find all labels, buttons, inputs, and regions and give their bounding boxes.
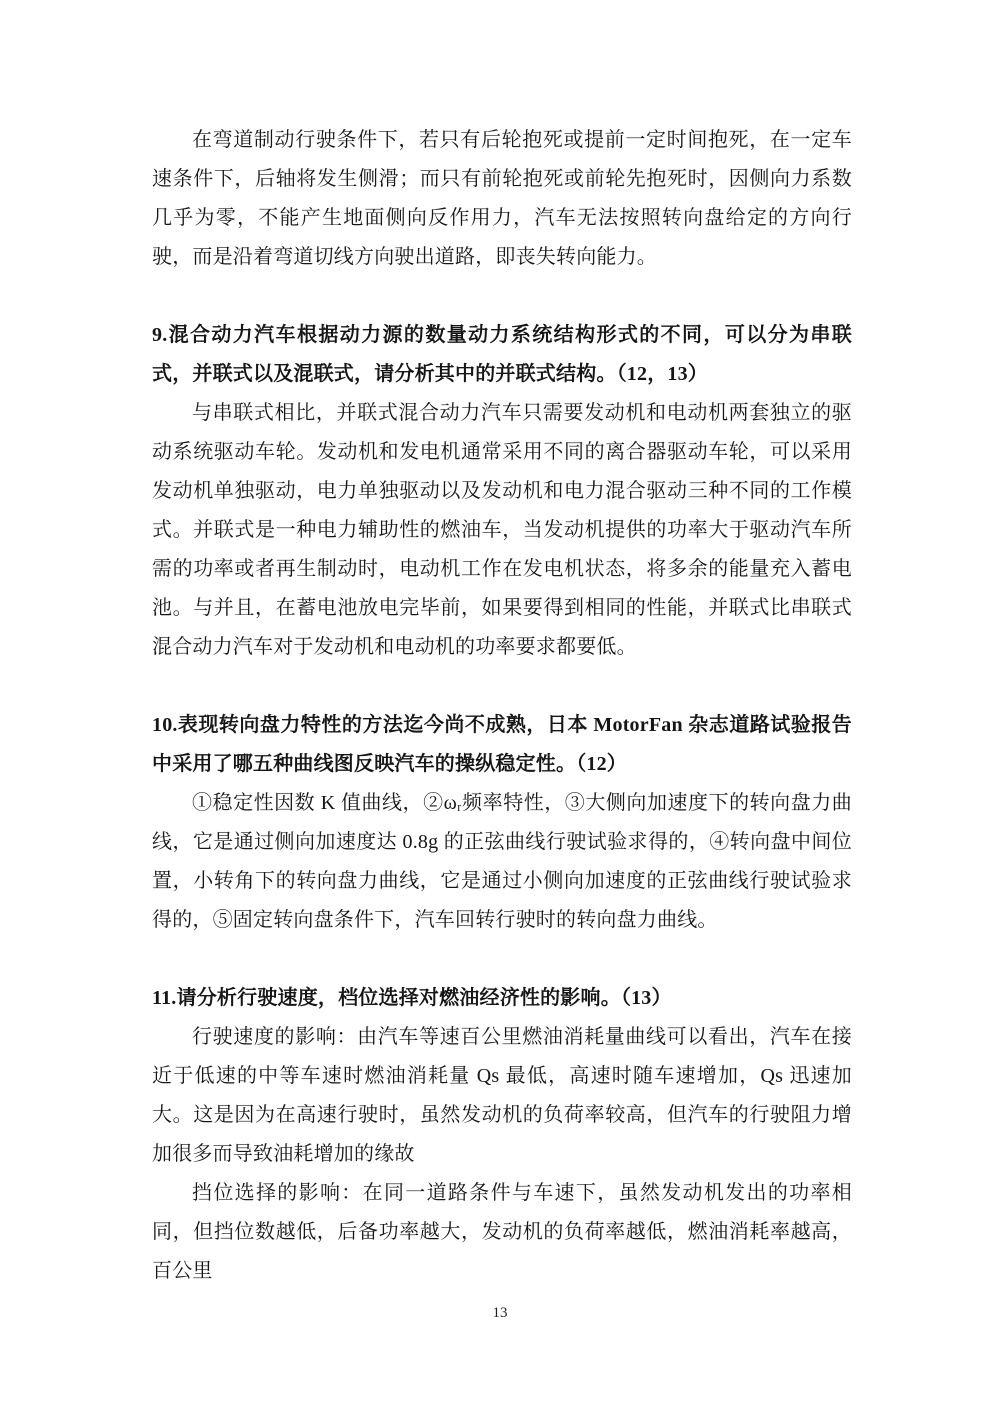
- question-11-heading: 11.请分析行驶速度，档位选择对燃油经济性的影响。（13）: [152, 987, 672, 1009]
- question-10-answer: ①稳定性因数 K 值曲线，②ωᵣ频率特性，③大侧向加速度下的转向盘力曲线，它是通过侧向加速度达 0.8g 的正弦曲线行驶试验求得的，④转向盘中间位置，小转角下的转向盘力曲线，它是通过小侧向加速度的正弦曲线行驶试验求得的，⑤固定转向盘条件下，汽车回转行驶时的转向盘力曲线。: [152, 792, 852, 931]
- page-number: 13: [492, 1305, 508, 1321]
- question-11-answer-speed: 行驶速度的影响：由汽车等速百公里燃油消耗量曲线可以看出，汽车在接近于低速的中等车速时燃油消耗量 Qs 最低，高速时随车速增加，Qs 迅速加大。这是因为在高速行驶时，虽然发动机的负荷率较高，但汽车的行驶阻力增加很多而导致油耗增加的缘故: [152, 1026, 852, 1165]
- question-9-answer: 与串联式相比，并联式混合动力汽车只需要发动机和电动机两套独立的驱动系统驱动车轮。发动机和发电机通常采用不同的离合器驱动车轮，可以采用发动机单独驱动，电力单独驱动以及发动机和电力混合驱动三种不同的工作模式。并联式是一种电力辅助性的燃油车，当发动机提供的功率大于驱动汽车所需的功率或者再生制动时，电动机工作在发电机状态，将多余的能量充入蓄电池。与并且，在蓄电池放电完毕前，如果要得到相同的性能，并联式比串联式混合动力汽车对于发动机和电动机的功率要求都要低。: [152, 402, 852, 658]
- question-10-heading: 10.表现转向盘力特性的方法迄今尚不成熟，日本 MotorFan 杂志道路试验报告中采用了哪五种曲线图反映汽车的操纵稳定性。（12）: [152, 714, 852, 775]
- intro-paragraph: 在弯道制动行驶条件下，若只有后轮抱死或提前一定时间抱死，在一定车速条件下，后轴将发生侧滑；而只有前轮抱死或前轮先抱死时，因侧向力系数几乎为零，不能产生地面侧向反作用力，汽车无法按照转向盘给定的方向行驶，而是沿着弯道切线方向驶出道路，即丧失转向能力。: [152, 129, 852, 268]
- question-11-answer-gear: 挡位选择的影响：在同一道路条件与车速下，虽然发动机发出的功率相同，但挡位数越低，后备功率越大，发动机的负荷率越低，燃油消耗率越高，百公里: [152, 1182, 852, 1282]
- question-9-heading: 9.混合动力汽车根据动力源的数量动力系统结构形式的不同，可以分为串联式，并联式以及混联式，请分析其中的并联式结构。（12，13）: [152, 324, 852, 385]
